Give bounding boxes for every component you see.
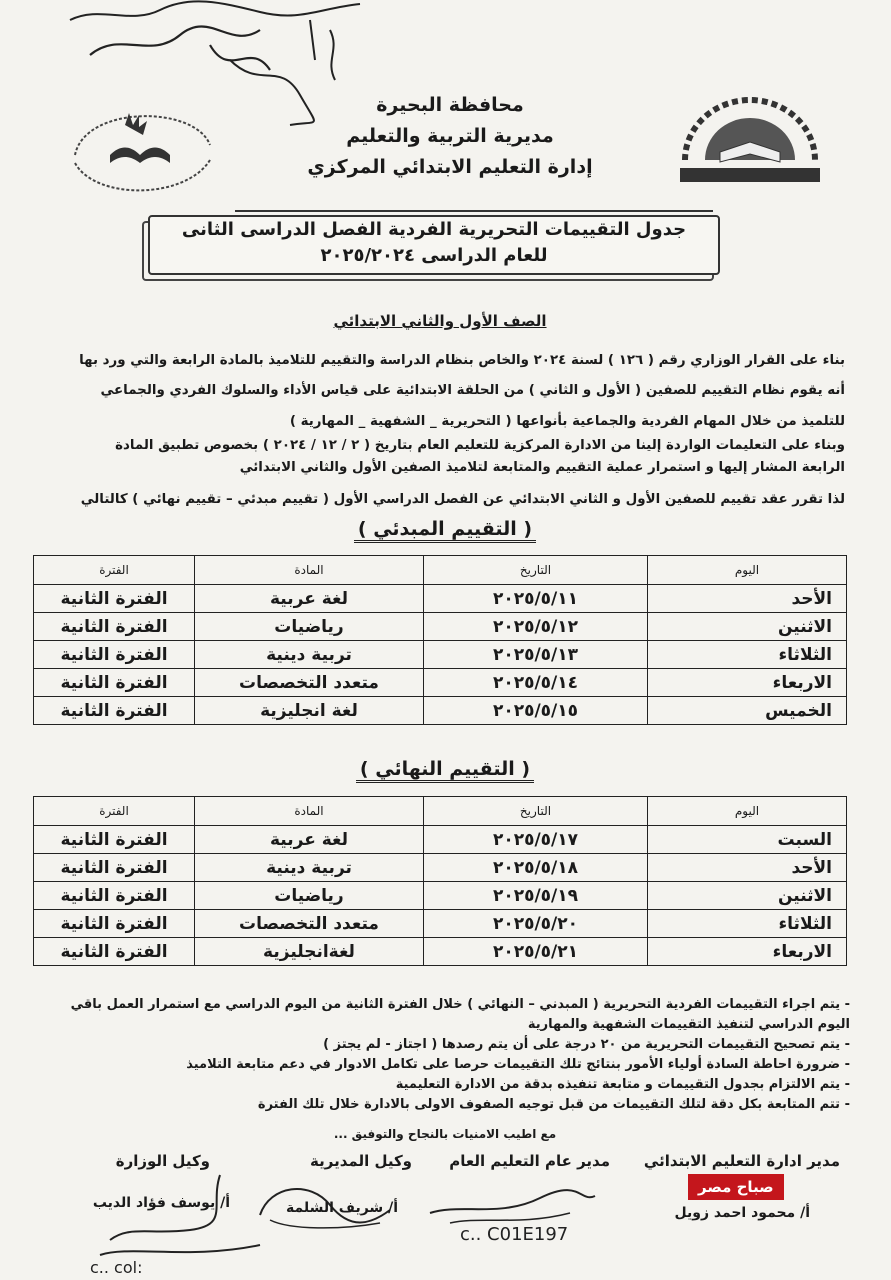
intro-line: أنه يقوم نظام التقييم للصفين ( الأول و الثاني ) من الحلقة الابتدائية على قياس الأداء والسلوك الفردي والجماعي xyxy=(100,383,845,398)
table-row xyxy=(34,854,847,882)
cell-period: الفترة الثانية xyxy=(34,854,195,882)
signatory-title: مدير ادارة التعليم الابتدائي xyxy=(643,1152,840,1170)
signatory-name: أ/ محمود احمد زويل xyxy=(674,1205,810,1221)
table-header-row xyxy=(34,797,847,826)
preliminary-title-text: ( التقييم المبدئي ) xyxy=(354,518,536,543)
cell-period: الفترة الثانية xyxy=(34,882,195,910)
cell-period: الفترة الثانية xyxy=(34,641,195,669)
cell-period: الفترة الثانية xyxy=(34,697,195,725)
cell-day: الاثنين xyxy=(648,882,847,910)
header-period: الفترة xyxy=(34,797,195,826)
cell-day: الاثنين xyxy=(648,613,847,641)
intro-line: وبناء على التعليمات الواردة إلينا من الادارة المركزية للتعليم العام بتاريخ ( ٢ / ١٢ / ٢٠٢٤ ) بخصوص تطبيق المادة xyxy=(115,438,845,453)
cell-date: ٢٠٢٥/٥/١٤ xyxy=(424,669,648,697)
note-line: - ضرورة احاطة السادة أولياء الأمور بنتائج تلك التقييمات حرصا على تكامل الادوار في دعم متابعة التلاميذ xyxy=(186,1057,850,1072)
cell-period: الفترة الثانية xyxy=(34,938,195,966)
svg-text:c.. col:: c.. col: xyxy=(90,1258,143,1277)
header-subject: المادة xyxy=(195,797,424,826)
cell-period: الفترة الثانية xyxy=(34,613,195,641)
table-row xyxy=(34,585,847,613)
notes-block xyxy=(30,995,850,1115)
final-schedule-table xyxy=(33,796,847,966)
cell-subject: متعدد التخصصات xyxy=(195,910,424,938)
administration-seal xyxy=(55,85,225,205)
final-title-text: ( التقييم النهائي ) xyxy=(356,758,534,783)
header-divider xyxy=(235,210,713,212)
cell-day: السبت xyxy=(648,826,847,854)
final-section-title xyxy=(300,758,590,780)
cell-subject: لغة انجليزية xyxy=(195,697,424,725)
cell-date: ٢٠٢٥/٥/٢١ xyxy=(424,938,648,966)
preliminary-schedule-table xyxy=(33,555,847,725)
note-line: - يتم اجراء التقييمات الفردية التحريرية ( المبدني – النهائي ) خلال الفترة الثانية من اليوم الدراسي مع استمرار العمل باقي xyxy=(70,997,850,1012)
cell-date: ٢٠٢٥/٥/١٩ xyxy=(424,882,648,910)
table-row xyxy=(34,882,847,910)
cell-period: الفترة الثانية xyxy=(34,826,195,854)
cell-date: ٢٠٢٥/٥/١١ xyxy=(424,585,648,613)
note-line: - تتم المتابعة بكل دقة لتلك التقييمات من قبل توجيه الصفوف الاولى بالادارة خلال تلك الفترة xyxy=(257,1097,850,1112)
cell-day: الثلاثاء xyxy=(648,641,847,669)
cell-day: الأحد xyxy=(648,854,847,882)
title-line-2: للعام الدراسى ٢٠٢٥/٢٠٢٤ xyxy=(320,245,548,266)
cell-subject: لغة عربية xyxy=(195,826,424,854)
table-row xyxy=(34,826,847,854)
cell-date: ٢٠٢٥/٥/١٣ xyxy=(424,641,648,669)
table-row xyxy=(34,641,847,669)
intro-line: بناء على القرار الوزاري رقم ( ١٢٦ ) لسنة ٢٠٢٤ والخاص بنظام الدراسة والتقييم للتلاميذ بالمادة الرابعة والتي ورد بها xyxy=(79,353,845,368)
note-line: - يتم الالتزام بجدول التقييمات و متابعة تنفيذه بدقة من الادارة التعليمية xyxy=(395,1077,850,1092)
header-block xyxy=(270,90,630,183)
svg-text:c.. C01E197: c.. C01E197 xyxy=(460,1224,569,1243)
header-date: التاريخ xyxy=(424,797,648,826)
closing-wishes: مع اطيب الامنيات بالنجاح والتوفيق ... xyxy=(333,1127,557,1141)
cell-subject: رياضيات xyxy=(195,882,424,910)
cell-day: الاربعاء xyxy=(648,669,847,697)
cell-subject: تربية دينية xyxy=(195,641,424,669)
cell-subject: لغةانجليزية xyxy=(195,938,424,966)
cell-day: الخميس xyxy=(648,697,847,725)
intro-line: للتلميذ من خلال المهام الفردية والجماعية بأنواعها ( التحريرية _ الشفهية _ المهارية ) xyxy=(289,414,845,429)
cell-subject: رياضيات xyxy=(195,613,424,641)
signatory-title: وكيل المديرية xyxy=(310,1152,412,1170)
signatory-title: مدير عام التعليم العام xyxy=(449,1152,610,1170)
intro-line: لذا تقرر عقد تقييم للصفين الأول و الثاني الابتدائي عن الفصل الدراسي الأول ( تقييم مبدئي – تقييم نهائي ) كالتالي xyxy=(80,492,845,507)
table-row xyxy=(34,910,847,938)
cell-period: الفترة الثانية xyxy=(34,669,195,697)
cell-day: الثلاثاء xyxy=(648,910,847,938)
handwritten-signature xyxy=(70,1165,270,1280)
header-subject: المادة xyxy=(195,556,424,585)
table-header-row xyxy=(34,556,847,585)
note-line: اليوم الدراسي لتنفيذ التقييمات الشفهية والمهارية xyxy=(527,1017,850,1032)
brand-watermark xyxy=(688,1174,833,1200)
table-row xyxy=(34,613,847,641)
table-row xyxy=(34,938,847,966)
cell-subject: متعدد التخصصات xyxy=(195,669,424,697)
ministry-logo xyxy=(670,90,830,190)
signatory-name: أ/ يوسف فؤاد الديب xyxy=(92,1195,230,1211)
cell-period: الفترة الثانية xyxy=(34,910,195,938)
administration-name: إدارة التعليم الابتدائي المركزي xyxy=(307,156,593,178)
intro-line: الرابعة المشار إليها و استمرار عملية التقييم والمتابعة لتلاميذ الصفين الأول والثاني الابتدائي xyxy=(239,460,845,475)
header-date: التاريخ xyxy=(424,556,648,585)
cell-subject: لغة عربية xyxy=(195,585,424,613)
handwritten-signature xyxy=(420,1168,600,1243)
header-period: الفترة xyxy=(34,556,195,585)
cell-period: الفترة الثانية xyxy=(34,585,195,613)
title-line-1: جدول التقييمات التحريرية الفردية الفصل الدراسى الثانى xyxy=(181,219,687,240)
table-row xyxy=(34,697,847,725)
cell-day: الاربعاء xyxy=(648,938,847,966)
grade-heading: الصف الأول والثاني الابتدائي xyxy=(333,312,547,330)
preliminary-section-title xyxy=(300,518,590,540)
document-title-box xyxy=(148,215,720,275)
cell-date: ٢٠٢٥/٥/١٧ xyxy=(424,826,648,854)
header-day: اليوم xyxy=(648,556,847,585)
directorate-name: مديرية التربية والتعليم xyxy=(346,125,554,147)
brand-label: صباح مصر xyxy=(688,1174,784,1200)
cell-subject: تربية دينية xyxy=(195,854,424,882)
cell-date: ٢٠٢٥/٥/١٨ xyxy=(424,854,648,882)
signatory-name: أ/ شريف الشلمة xyxy=(286,1200,398,1216)
cell-date: ٢٠٢٥/٥/١٥ xyxy=(424,697,648,725)
signatory-title: وكيل الوزارة xyxy=(115,1152,210,1170)
cell-day: الأحد xyxy=(648,585,847,613)
cell-date: ٢٠٢٥/٥/١٢ xyxy=(424,613,648,641)
cell-date: ٢٠٢٥/٥/٢٠ xyxy=(424,910,648,938)
note-line: - يتم تصحيح التقييمات التحريرية من ٢٠ درجة على أن يتم رصدها ( اجتاز - لم يجتز ) xyxy=(323,1037,850,1052)
header-day: اليوم xyxy=(648,797,847,826)
governorate-name: محافظة البحيرة xyxy=(376,94,524,116)
table-row xyxy=(34,669,847,697)
